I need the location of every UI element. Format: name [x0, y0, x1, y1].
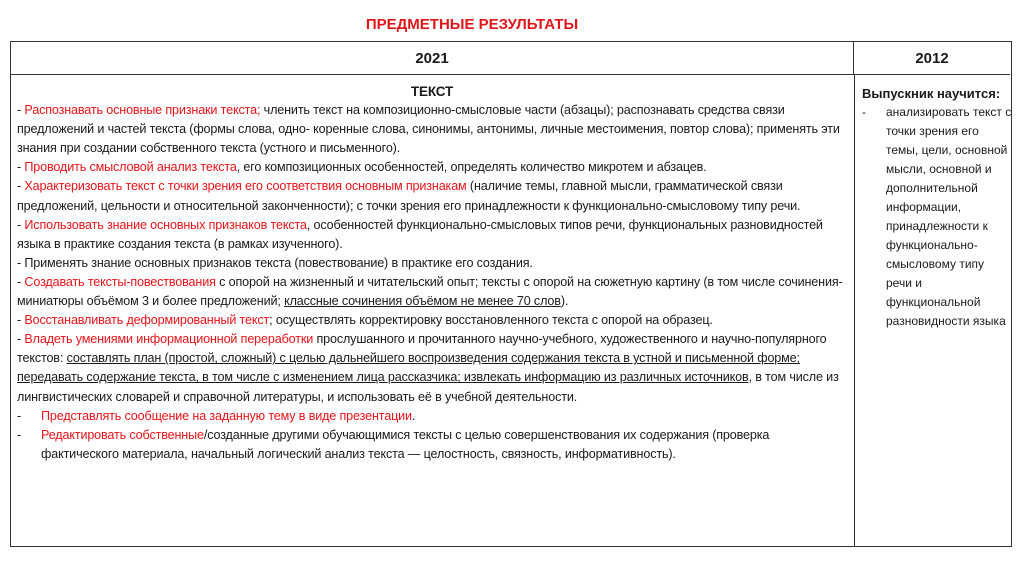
list-item [17, 158, 847, 177]
requirements-list [17, 101, 847, 464]
item-text: . [411, 408, 416, 423]
column-divider [854, 75, 855, 546]
list-item [17, 311, 847, 330]
item-text: (наличие темы, главной мысли, грамматической связи предложений, цельности и относительной законченности); с точки зрения его принадлежности к функционально-смысловому типу речи. [17, 179, 801, 213]
highlighted-skill: Проводить смысловой анализ текста [24, 160, 237, 175]
header-2012: 2012 [854, 42, 1010, 75]
side-lead: Выпускник научится: [862, 86, 1001, 101]
item-text: членить текст на композиционно-смысловые части (абзацы); распознавать средства связи предложений и частей текста (формы слова, одно- коренные слова, синонимы, антонимы, личные местоимения, повтор слова); применять эти знания при создании собственного текста (устного и письменного). [17, 103, 840, 156]
item-text: - [17, 313, 25, 328]
item-text: - [17, 103, 25, 118]
list-item [17, 254, 847, 273]
list-item [17, 330, 847, 406]
list-item [17, 101, 847, 158]
item-text: - [17, 160, 25, 175]
side-list-item [862, 103, 1012, 331]
item-text: - [17, 179, 25, 194]
item-text: /созданные другими обучающимися тексты с целью совершенствования их содержания (проверка фактического материала, начальный логический анализ текста — целостность, связность, информативность). [41, 427, 770, 461]
item-text: - [17, 274, 25, 289]
highlighted-skill: Восстанавливать деформированный текст [24, 313, 270, 328]
item-text: с опорой на жизненный и читательский опыт; тексты с опорой на сюжетную картину (в том числе сочинения-миниатюры объёмом 3 и более предложений; [17, 274, 843, 309]
list-item [17, 273, 847, 311]
highlighted-skill: Характеризовать текст с точки зрения его соответствия основным признакам [24, 179, 467, 194]
highlighted-skill: Создавать тексты-повествования [24, 274, 216, 289]
highlighted-skill: Распознавать основные признаки текста; [24, 103, 261, 118]
cell-2021 [17, 82, 847, 464]
highlighted-skill: Использовать знание основных признаков текста [24, 217, 307, 232]
item-text: - [17, 332, 25, 347]
list-item [17, 216, 847, 254]
item-text: - Применять знание основных признаков текста (повествование) в практике его создания. [17, 255, 533, 270]
item-text: , в том числе из лингвистических словарей и справочной литературы, и использовать её в учебной деятельности. [17, 370, 839, 404]
list-item [17, 407, 847, 426]
item-text: , его композиционных особенностей, определять количество микротем и абзацев. [236, 160, 707, 175]
dash-marker: - [862, 105, 866, 119]
underlined-text: составлять план (простой, сложный) с целью дальнейшего воспроизведения содержания текста в устной и письменной форме; передавать содержание текста, в том числе с изменением лица рассказчика; извлекать информацию из различных источников [17, 351, 800, 385]
dash-marker: - [17, 408, 22, 423]
cell-2012 [862, 84, 1012, 331]
highlighted-skill: Редактировать собственные [41, 427, 204, 442]
underlined-text: классные сочинения объёмом не менее 70 слов [284, 294, 561, 309]
dash-marker: - [17, 427, 22, 442]
item-text: прослушанного и прочитанного научно-учебного, художественного и научно-популярного текстов: [17, 332, 827, 366]
highlighted-skill: Владеть умениями информационной переработки [24, 332, 314, 347]
item-text: , особенностей функционально-смысловых типов речи, функциональных разновидностей языка в практике создания текста (в рамках изученного). [17, 217, 823, 251]
section-heading: ТЕКСТ [410, 84, 454, 99]
item-text: ). [560, 294, 569, 309]
page-title: ПРЕДМЕТНЫЕ РЕЗУЛЬТАТЫ [365, 16, 579, 33]
item-text: ; осуществлять корректировку восстановленного текста с опорой на образец. [269, 313, 713, 328]
side-item-text: анализировать текст с точки зрения его темы, цели, основной мысли, основной и дополнительной информации, принадлежности к функционально-смысловому типу речи и функциональной разновидности языка [886, 105, 1012, 328]
list-item [17, 177, 847, 215]
item-text: - [17, 217, 25, 232]
highlighted-skill: Представлять сообщение на заданную тему в виде презентации [41, 408, 412, 423]
header-2021: 2021 [11, 42, 854, 75]
results-table [10, 41, 1012, 547]
list-item [17, 426, 847, 464]
